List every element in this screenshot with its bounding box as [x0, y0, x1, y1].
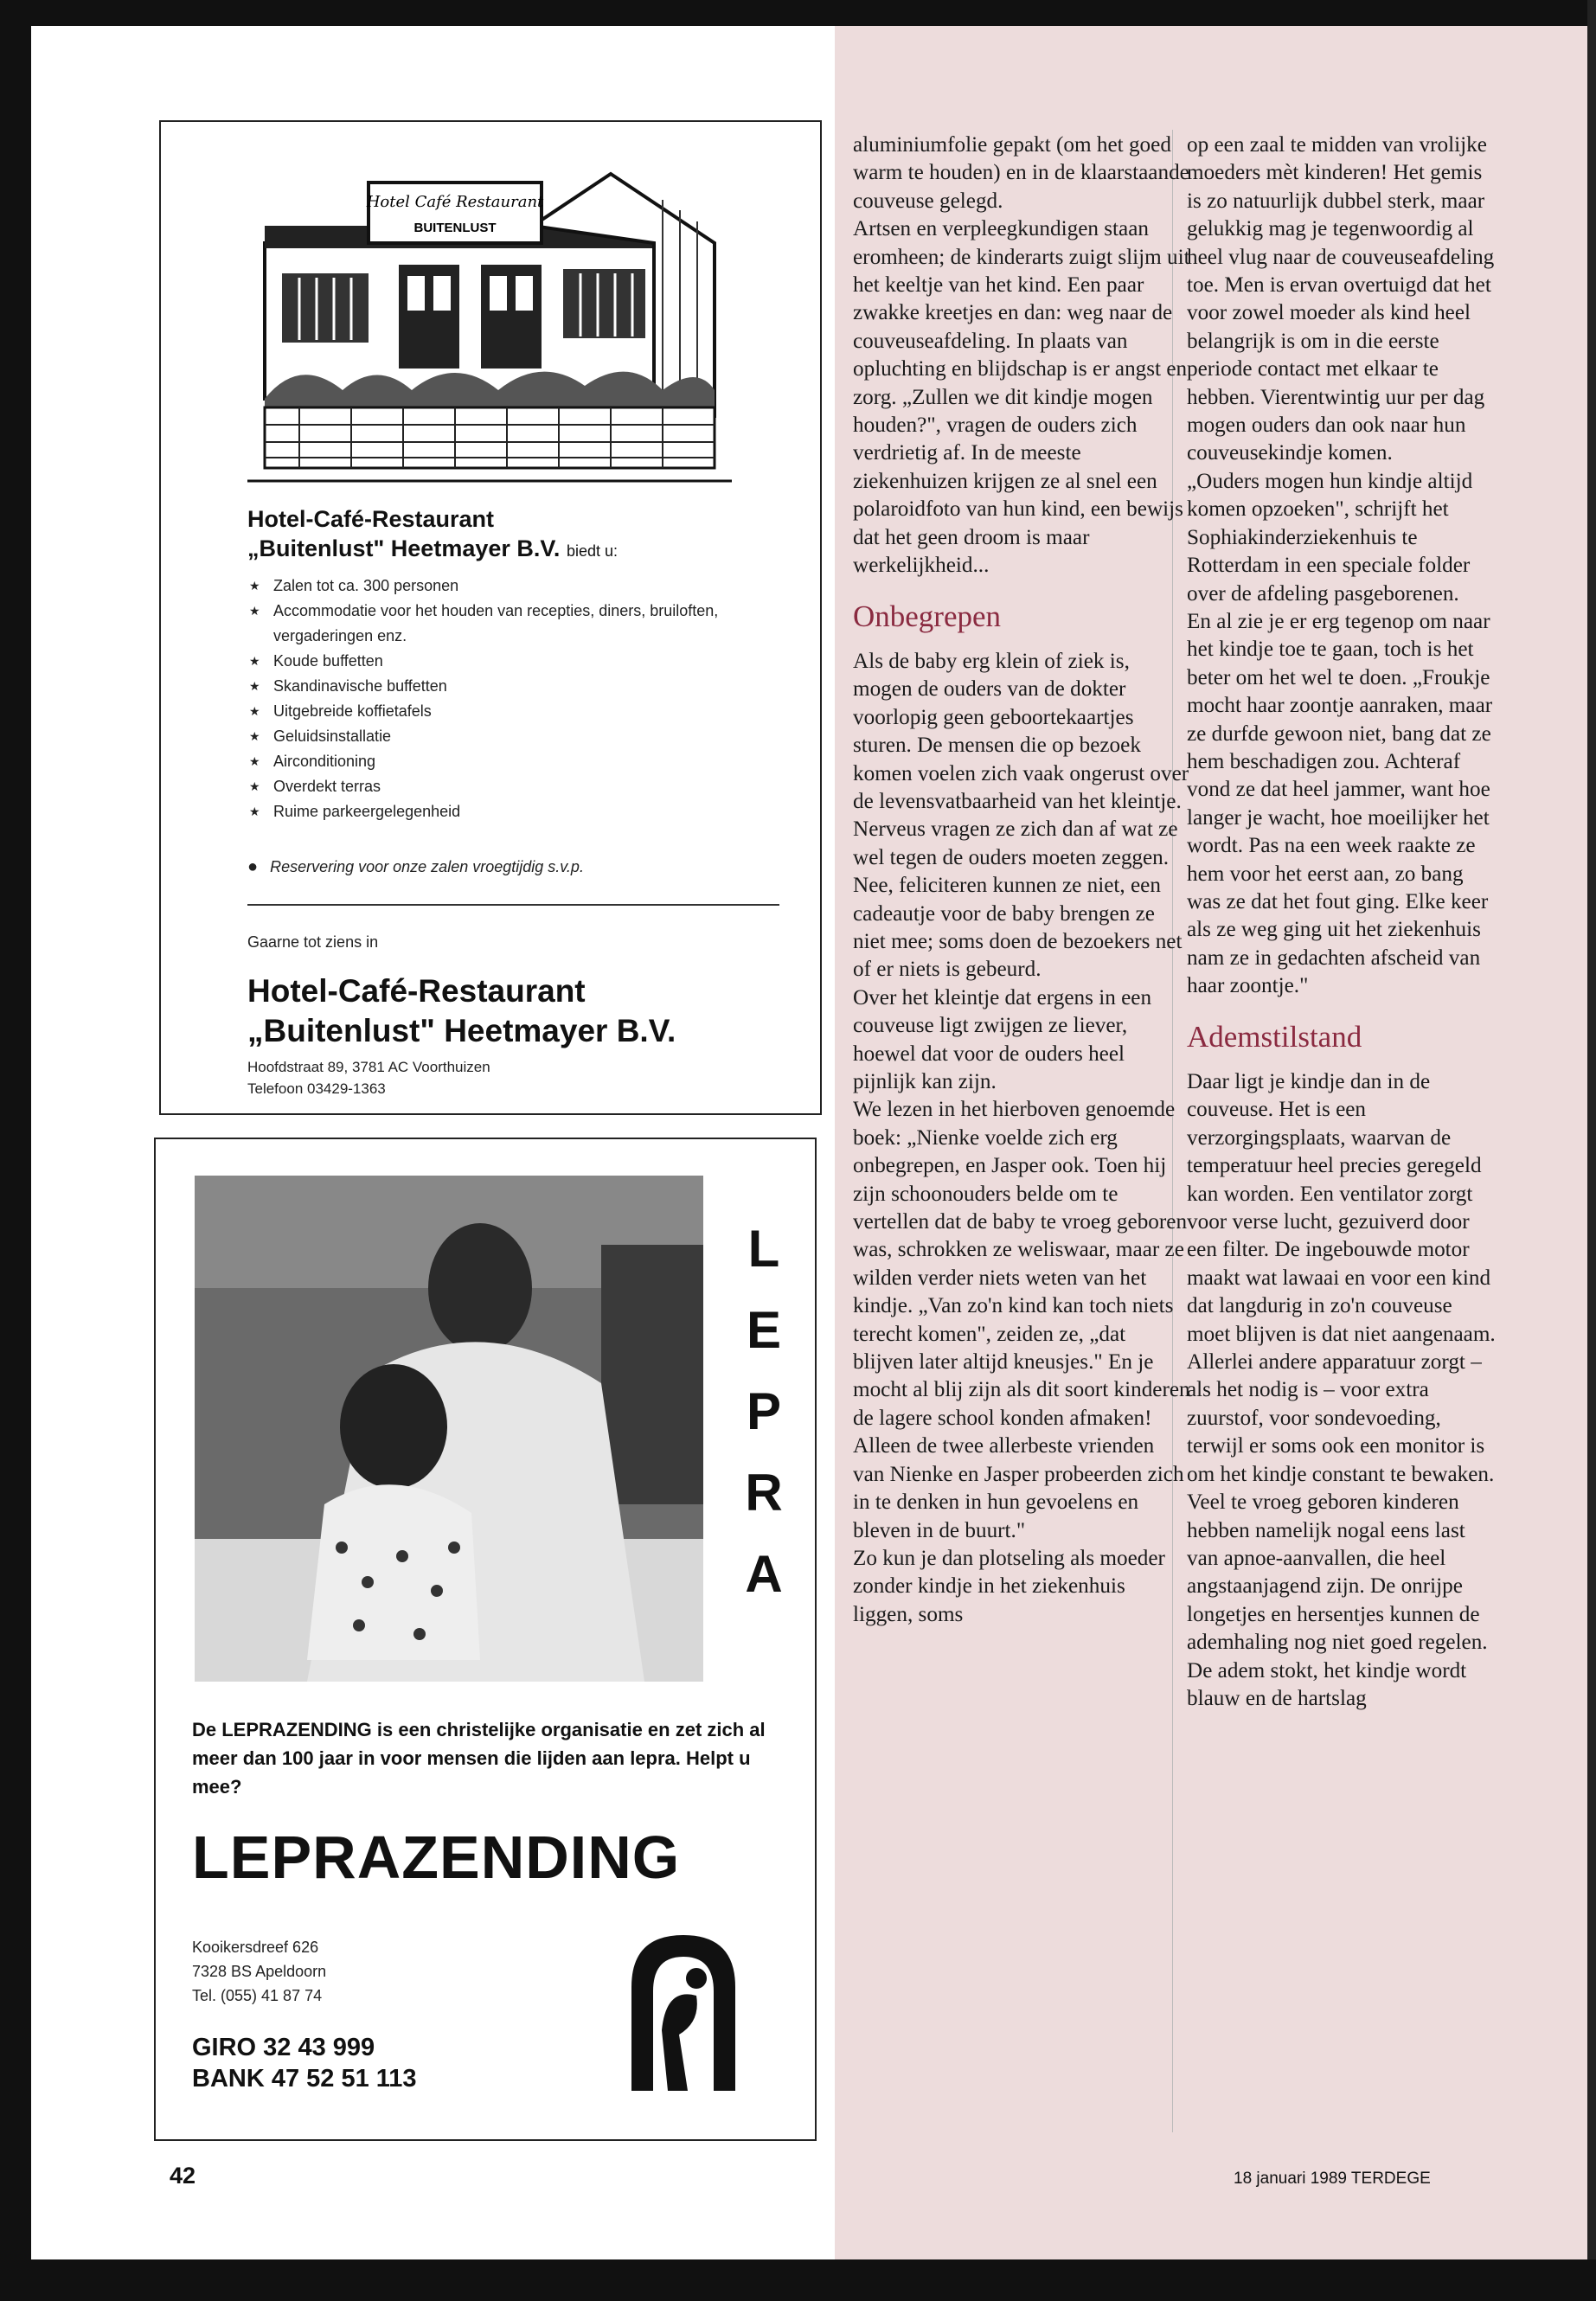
section-heading: Ademstilstand: [1187, 1019, 1362, 1054]
article-column-2: [1187, 131, 1498, 1713]
hotel-title: Hotel-Café-Restaurant „Buitenlust" Heetmayer B.V. biedt u:: [247, 506, 618, 561]
paragraph: „Ouders mogen hun kindje altijd komen opzoeken", schrijft het Sophiakinderziekenhuis te Rotterdam in een speciale folder over de afdeling pasgeborenen.: [1187, 469, 1473, 606]
paragraph: En al zie je er erg tegenop om naar het kindje toe te gaan, toch is het beter om het wel te doen. „Froukje mocht haar zoontje aanraken, maar ze durfde gewoon niet, bang dat ze hem beschadigen zou. Achteraf vond ze dat heel jammer, want hoe langer je wacht, hoe moeilijker het wordt. Pas na een week raakte ze hem voor het eerst aan, zo bang was ze dat het fout ging. Elke keer als ze weg ging uit het ziekenhuis nam ze in gedachten afscheid van haar zoontje.": [1187, 609, 1493, 998]
list-item: ★ Accommodatie voor het houden van recepties, diners, bruiloften, vergaderingen enz.: [247, 599, 740, 649]
woman-with-child-photo: [195, 1176, 703, 1682]
scan-border-left: [0, 0, 31, 2301]
paragraph: Artsen en verpleegkundigen staan eromheen; de kinderarts zuigt slijm uit het keeltje van het kind. Een paar zwakke kreetjes en dan: weg naar de couveuseafdeling. In plaats van opluchting en blijdschap is er angst en zorg. „Zullen we dit kindje mogen houden?", vragen de ouders zich verdrietig af. In de meeste ziekenhuizen krijgen ze al snel een polaroidfoto van hun kind, een bewijs dat het geen droom is maar werkelijkheid...: [853, 217, 1190, 578]
paragraph: aluminiumfolie gepakt (om het goed warm te houden) en in de klaarstaande couveuse gelegd.: [853, 133, 1189, 213]
paragraph: op een zaal te midden van vrolijke moeders mèt kinderen! Het gemis is zo natuurlijk dubbel sterk, maar gelukkig mag je tegenwoordig al heel vlug naar de couveuseafdeling toe. Men is ervan overtuigd dat het voor zowel moeder als kind heel belangrijk is om in die eerste periode contact met elkaar te hebben. Vierentwintig uur per dag mogen ouders dan ook naar hun couveusekindje komen.: [1187, 133, 1495, 465]
hotel-building-illustration: [247, 139, 732, 529]
scan-border-right: [1587, 0, 1596, 2301]
hotel-address: Hoofdstraat 89, 3781 AC Voorthuizen Telefoon 03429-1363: [247, 1059, 490, 1097]
page-number: 42: [170, 2163, 196, 2189]
divider: [247, 904, 779, 906]
greeting: Gaarne tot ziens in: [247, 933, 379, 951]
lepra-body-text: De LEPRAZENDING is een christelijke organisatie en zet zich al meer dan 100 jaar in voor mensen die lijden aan lepra. Helpt u mee?: [192, 1719, 766, 1798]
paragraph: Daar ligt je kindje dan in de couveuse. Het is een verzorgingsplaats, waarvan de temperatuur heel precies geregeld kan worden. Een ventilator zorgt voor verse lucht, gezuiverd door een filter. De ingebouwde motor maakt wat lawaai en voor een kind dat langdurig in zo'n couveuse moet blijven is dat niet aangenaam. Allerlei andere apparatuur zorgt – als het nodig is – voor extra zuurstof, voor sondevoeding, terwijl er soms ook een monitor is om het kindje constant te bewaken. Veel te vroeg geboren kinderen hebben namelijk nogal eens last van apnoe-aanvallen, die heel angstaanjagend zijn. De onrijpe longetjes en hersentjes kunnen de ademhaling nog niet goed regelen. De adem stokt, het kindje wordt blauw en de hartslag: [1187, 1070, 1496, 1710]
list-item: ★ Airconditioning: [247, 749, 740, 774]
lepra-organization-name: LEPRAZENDING: [192, 1823, 681, 1891]
lepra-advertisement: [154, 1138, 817, 2141]
issue-date: 18 januari 1989 TERDEGE: [1234, 2170, 1431, 2188]
sign-text: Hotel Café Restaurant: [366, 193, 544, 211]
sign-name: BUITENLUST: [413, 221, 497, 235]
list-item: ★ Zalen tot ca. 300 personen: [247, 574, 740, 599]
list-item: ★ Geluidsinstallatie: [247, 724, 740, 749]
list-item: ★ Ruime parkeergelegenheid: [247, 799, 740, 824]
paragraph: Als de baby erg klein of ziek is, mogen de ouders van de dokter voorlopig geen geboortekaartjes sturen. De mensen die op bezoek komen voelen zich vaak ongerust over de levensvatbaarheid van het kleintje. Nerveus vragen ze zich dan af wat ze wel tegen de ouders moeten zeggen. Nee, feliciteren kunnen ze niet, een cadeautje voor de baby brengen ze niet mee; soms doen de bezoekers net of er niets is gebeurd.: [853, 649, 1189, 982]
bullet-icon: ●: [247, 857, 259, 876]
list-item: ★ Koude buffetten: [247, 649, 740, 674]
list-item: ★ Overdekt terras: [247, 774, 740, 799]
scan-border-bottom: [0, 2259, 1596, 2301]
lepra-vertical-title: L E P R A: [745, 1220, 783, 1603]
lepra-bank-details: GIRO 32 43 999 BANK 47 52 51 113: [192, 2034, 417, 2093]
hotel-advertisement: [159, 120, 822, 1115]
leprazending-logo-icon: [614, 1926, 744, 2099]
reservation-note: ● Reservering voor onze zalen vroegtijdig s.v.p.: [247, 857, 584, 876]
paragraph: Zo kun je dan plotseling als moeder zonder kindje in het ziekenhuis liggen, soms: [853, 1546, 1165, 1626]
section-heading: Onbegrepen: [853, 599, 1002, 633]
scan-border-top: [0, 0, 1596, 26]
paragraph: Over het kleintje dat ergens in een couveuse ligt zwijgen ze liever, hoewel dat voor de ouders heel pijnlijk kan zijn.: [853, 985, 1152, 1093]
lepra-address: Kooikersdreef 626 7328 BS Apeldoorn Tel. (055) 41 87 74: [192, 1939, 327, 2004]
hotel-name-large: Hotel-Café-Restaurant „Buitenlust" Heetmayer B.V.: [247, 973, 676, 1048]
list-item: ★ Skandinavische buffetten: [247, 674, 740, 699]
article-column-1: [853, 131, 1190, 1629]
paragraph: We lezen in het hierboven genoemde boek: „Nienke voelde zich erg onbegrepen, en Jasper ook. Toen hij zijn schoonouders belde om te vertellen dat de baby te vroeg geboren was, schrokken ze weliswaar, maar ze wilden verder niets weten van het kindje. „Van zo'n kind kan toch niets terecht komen", zeiden ze, „dat blijven later altijd kneusjes." En je mocht al blij zijn als dit soort kinderen de lagere school konden afmaken! Alleen de twee allerbeste vrienden van Nienke en Jasper probeerden zich in te denken in hun gevoelens en bleven in de buurt.": [853, 1098, 1190, 1542]
hotel-services-list: [247, 574, 740, 824]
list-item: ★ Uitgebreide koffietafels: [247, 699, 740, 724]
